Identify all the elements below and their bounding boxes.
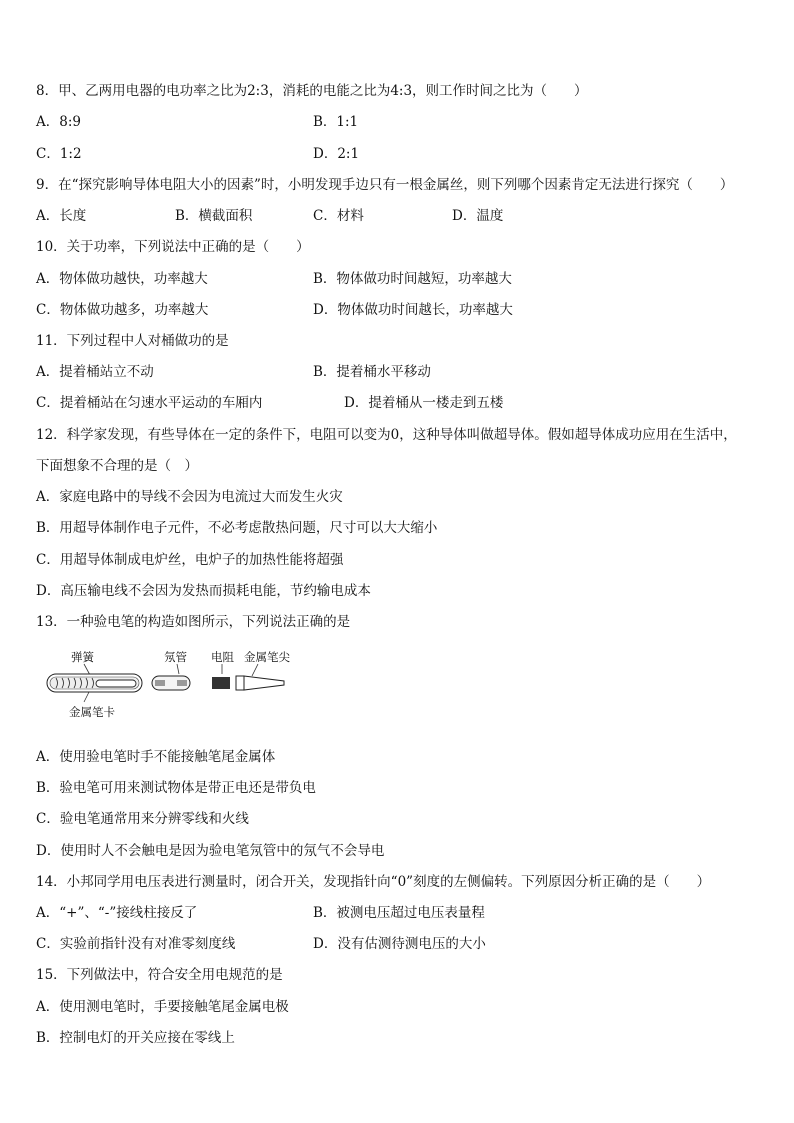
- label-metal-clip: 金属笔卡: [69, 705, 115, 719]
- question-8-option-d: D．2:1: [313, 146, 360, 162]
- question-12-option-d: D．高压输电线不会因为发热而损耗电能，节约输电成本: [36, 583, 371, 599]
- question-12-option-c: C．用超导体制成电炉丝，电炉子的加热性能将超强: [36, 552, 344, 568]
- question-10-option-b: B．物体做功时间越短，功率越大: [313, 271, 512, 287]
- question-13-option-d: D．使用时人不会触电是因为验电笔氖管中的氖气不会导电: [36, 843, 385, 859]
- question-11-option-b: B．提着桶水平移动: [313, 364, 431, 380]
- question-15-option-b: B．控制电灯的开关应接在零线上: [36, 1030, 235, 1046]
- resistor: [212, 677, 230, 689]
- question-9-stem: 9．在“探究影响导体电阻大小的因素”时，小明发现手边只有一根金属丝，则下列哪个因素肯定无法进行探究（ ）: [36, 177, 734, 193]
- question-10-option-d: D．物体做功时间越长，功率越大: [313, 302, 513, 318]
- question-14-option-b: B．被测电压超过电压表量程: [313, 905, 485, 921]
- pointer-neon: [177, 664, 179, 674]
- label-neon-tube: 氖管: [164, 650, 187, 664]
- metal-tip: [244, 676, 284, 690]
- question-13-option-a: A．使用验电笔时手不能接触笔尾金属体: [36, 749, 276, 765]
- question-12-stem: 12．科学家发现，有些导体在一定的条件下，电阻可以变为0，这种导体叫做超导体。假如超导体成功应用在生活中，: [36, 427, 737, 443]
- question-13-option-c: C．验电笔通常用来分辨零线和火线: [36, 811, 249, 827]
- question-14-option-a: A．“+”、“-”接线柱接反了: [36, 905, 198, 921]
- metal-clip: [96, 680, 136, 687]
- pointer-spring: [84, 664, 90, 675]
- question-8-option-c: C．1:2: [36, 146, 82, 162]
- test-pen-diagram: [44, 650, 306, 722]
- pointer-tip: [252, 664, 258, 676]
- question-12-option-a: A．家庭电路中的导线不会因为电流过大而发生火灾: [36, 489, 343, 505]
- question-14-option-d: D．没有估测待测电压的大小: [313, 936, 486, 952]
- neon-electrode-left: [155, 680, 165, 686]
- question-9-option-c: C．材料: [313, 208, 364, 224]
- question-9-option-b: B．横截面积: [175, 208, 253, 224]
- question-8-stem: 8．甲、乙两用电器的电功率之比为2:3，消耗的电能之比为4:3，则工作时间之比为（ ）: [36, 83, 588, 99]
- question-14-option-c: C．实验前指针没有对准零刻度线: [36, 936, 236, 952]
- question-13-stem: 13．一种验电笔的构造如图所示，下列说法正确的是: [36, 614, 351, 630]
- question-8-option-a: A．8:9: [36, 114, 81, 130]
- label-resistor: 电阻: [211, 650, 234, 664]
- question-11-stem: 11．下列过程中人对桶做功的是: [36, 333, 229, 349]
- question-15-stem: 15．下列做法中，符合安全用电规范的是: [36, 967, 283, 983]
- question-13-option-b: B．验电笔可用来测试物体是带正电还是带负电: [36, 780, 316, 796]
- question-11-option-c: C．提着桶站在匀速水平运动的车厢内: [36, 395, 263, 411]
- question-10-stem: 10．关于功率，下列说法中正确的是（ ）: [36, 239, 310, 255]
- question-10-option-a: A．物体做功越快，功率越大: [36, 271, 208, 287]
- question-12-option-b: B．用超导体制作电子元件，不必考虑散热问题，尺寸可以大大缩小: [36, 520, 438, 536]
- question-10-option-c: C．物体做功越多，功率越大: [36, 302, 209, 318]
- question-12-stem-continued: 下面想象不合理的是（ ）: [36, 458, 198, 474]
- neon-electrode-right: [177, 680, 187, 686]
- label-metal-tip: 金属笔尖: [244, 650, 290, 664]
- question-15-option-a: A．使用测电笔时，手要接触笔尾金属电极: [36, 999, 289, 1015]
- question-9-option-d: D．温度: [452, 208, 504, 224]
- tip-base: [236, 676, 244, 690]
- label-spring: 弹簧: [71, 650, 94, 664]
- question-11-option-a: A．提着桶站立不动: [36, 364, 154, 380]
- question-8-option-b: B．1:1: [313, 114, 359, 130]
- question-11-option-d: D．提着桶从一楼走到五楼: [344, 395, 504, 411]
- question-9-option-a: A．长度: [36, 208, 87, 224]
- question-14-stem: 14．小邦同学用电压表进行测量时，闭合开关，发现指针向“0”刻度的左侧偏转。下列原因分析正确的是（ ）: [36, 874, 711, 890]
